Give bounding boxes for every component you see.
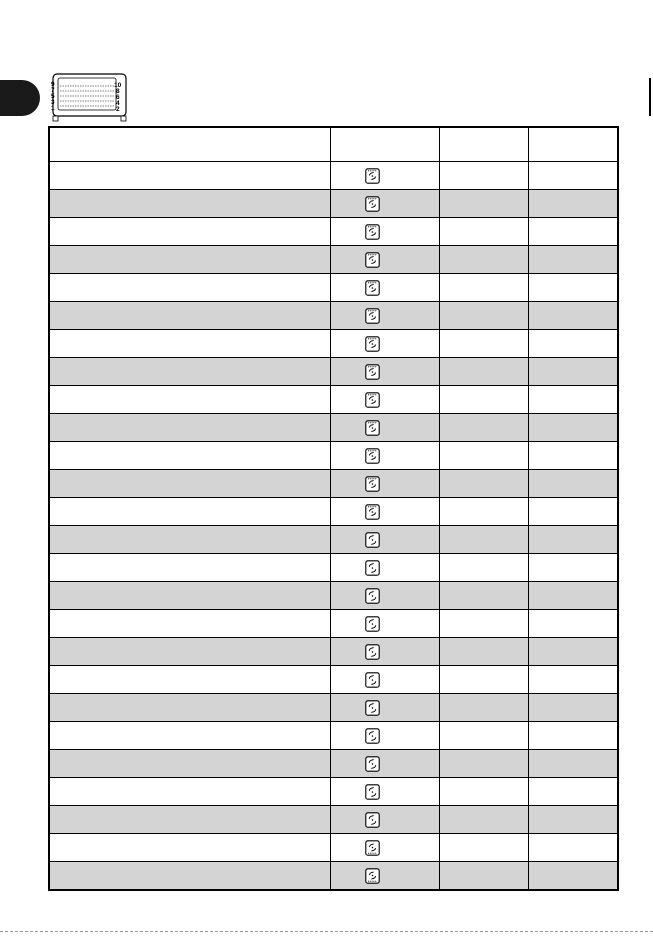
- value-cell-3: [439, 386, 528, 414]
- dish-cell: [49, 218, 330, 246]
- fan-top-heat-icon: [365, 504, 380, 520]
- dish-cell: [49, 330, 330, 358]
- value-cell-4: [528, 190, 618, 218]
- dish-cell: [49, 694, 330, 722]
- header-cell-4: [528, 127, 618, 162]
- fan-top-heat-icon: [365, 308, 380, 324]
- mode-cell: [330, 722, 439, 750]
- dish-cell: [49, 358, 330, 386]
- table-row: [49, 862, 618, 891]
- table-row: [49, 358, 618, 386]
- value-cell-3: [439, 722, 528, 750]
- fan-top-heat-icon: [365, 252, 380, 268]
- table-row: [49, 666, 618, 694]
- fan-top-heat-icon: [365, 336, 380, 352]
- fan-only-icon: [365, 672, 380, 688]
- fan-top-heat-icon: [365, 420, 380, 436]
- value-cell-3: [439, 274, 528, 302]
- dish-cell: [49, 638, 330, 666]
- oven-foot-left: [53, 116, 58, 121]
- mode-cell: [330, 190, 439, 218]
- dish-cell: [49, 554, 330, 582]
- fan-only-icon: [365, 728, 380, 744]
- header-cell-mode: [330, 127, 439, 162]
- table-row: [49, 274, 618, 302]
- value-cell-3: [439, 526, 528, 554]
- mode-cell: [330, 274, 439, 302]
- dish-cell: [49, 582, 330, 610]
- dish-cell: [49, 190, 330, 218]
- value-cell-4: [528, 442, 618, 470]
- value-cell-4: [528, 162, 618, 190]
- page-bottom-rule: [0, 931, 653, 932]
- fan-top-heat-icon: [365, 224, 380, 240]
- fan-only-icon: [365, 812, 380, 828]
- mode-cell: [330, 162, 439, 190]
- shelf-level-right: 4: [116, 100, 120, 107]
- mode-cell: [330, 806, 439, 834]
- table-row: [49, 638, 618, 666]
- dish-cell: [49, 302, 330, 330]
- value-cell-4: [528, 834, 618, 862]
- section-tab-marker: [0, 80, 40, 116]
- dish-cell: [49, 666, 330, 694]
- value-cell-4: [528, 694, 618, 722]
- value-cell-3: [439, 554, 528, 582]
- value-cell-4: [528, 330, 618, 358]
- dish-cell: [49, 274, 330, 302]
- mode-cell: [330, 358, 439, 386]
- value-cell-3: [439, 638, 528, 666]
- value-cell-3: [439, 750, 528, 778]
- mode-cell: [330, 246, 439, 274]
- table-row: [49, 330, 618, 358]
- page-edge-mark: [649, 78, 651, 116]
- table-row: [49, 750, 618, 778]
- mode-cell: [330, 386, 439, 414]
- oven-inner: [58, 78, 116, 110]
- table-row: [49, 694, 618, 722]
- table-row: [49, 414, 618, 442]
- mode-cell: [330, 498, 439, 526]
- table-row: [49, 834, 618, 862]
- value-cell-4: [528, 218, 618, 246]
- fan-only-icon: [365, 560, 380, 576]
- dish-cell: [49, 806, 330, 834]
- oven-shelf-diagram: [50, 73, 130, 123]
- table-row: [49, 470, 618, 498]
- table-row: [49, 554, 618, 582]
- value-cell-4: [528, 498, 618, 526]
- mode-cell: [330, 554, 439, 582]
- mode-cell: [330, 638, 439, 666]
- value-cell-3: [439, 358, 528, 386]
- dish-cell: [49, 610, 330, 638]
- cooking-table: [48, 126, 619, 891]
- fan-top-heat-icon: [365, 392, 380, 408]
- value-cell-3: [439, 694, 528, 722]
- table-row: [49, 610, 618, 638]
- value-cell-4: [528, 806, 618, 834]
- shelf-level-right: 8: [116, 88, 120, 95]
- value-cell-4: [528, 722, 618, 750]
- table-row: [49, 386, 618, 414]
- value-cell-4: [528, 778, 618, 806]
- mode-cell: [330, 778, 439, 806]
- table-row: [49, 190, 618, 218]
- fan-top-heat-icon: [365, 196, 380, 212]
- dish-cell: [49, 414, 330, 442]
- value-cell-4: [528, 302, 618, 330]
- value-cell-4: [528, 470, 618, 498]
- header-cell-dish: [49, 127, 330, 162]
- fan-bottom-heat-icon: [365, 840, 380, 856]
- value-cell-3: [439, 330, 528, 358]
- dish-cell: [49, 162, 330, 190]
- value-cell-3: [439, 162, 528, 190]
- dish-cell: [49, 750, 330, 778]
- value-cell-3: [439, 834, 528, 862]
- mode-cell: [330, 694, 439, 722]
- shelf-level-left: 5: [51, 93, 55, 100]
- value-cell-3: [439, 442, 528, 470]
- table-row: [49, 246, 618, 274]
- mode-cell: [330, 582, 439, 610]
- value-cell-4: [528, 666, 618, 694]
- table-row: [49, 806, 618, 834]
- mode-cell: [330, 302, 439, 330]
- value-cell-3: [439, 218, 528, 246]
- value-cell-3: [439, 806, 528, 834]
- value-cell-4: [528, 386, 618, 414]
- mode-cell: [330, 218, 439, 246]
- value-cell-4: [528, 610, 618, 638]
- fan-only-icon: [365, 700, 380, 716]
- shelf-level-right: 6: [116, 94, 120, 101]
- table-row: [49, 722, 618, 750]
- fan-only-icon: [365, 532, 380, 548]
- value-cell-4: [528, 862, 618, 891]
- fan-top-heat-icon: [365, 364, 380, 380]
- dish-cell: [49, 442, 330, 470]
- fan-top-heat-icon: [365, 476, 380, 492]
- value-cell-4: [528, 582, 618, 610]
- value-cell-4: [528, 246, 618, 274]
- fan-only-icon: [365, 616, 380, 632]
- value-cell-4: [528, 274, 618, 302]
- value-cell-4: [528, 526, 618, 554]
- value-cell-3: [439, 498, 528, 526]
- shelf-level-right: 10: [114, 82, 122, 89]
- dish-cell: [49, 386, 330, 414]
- value-cell-4: [528, 554, 618, 582]
- table-row: [49, 526, 618, 554]
- oven-foot-right: [121, 116, 126, 121]
- value-cell-4: [528, 750, 618, 778]
- mode-cell: [330, 750, 439, 778]
- value-cell-3: [439, 666, 528, 694]
- mode-cell: [330, 862, 439, 891]
- mode-cell: [330, 330, 439, 358]
- table-row: [49, 442, 618, 470]
- value-cell-3: [439, 778, 528, 806]
- fan-only-icon: [365, 588, 380, 604]
- fan-only-icon: [365, 644, 380, 660]
- shelf-level-left: 9: [51, 81, 55, 88]
- table-row: [49, 218, 618, 246]
- shelf-level-left: 1: [51, 105, 55, 112]
- value-cell-3: [439, 862, 528, 891]
- fan-top-heat-icon: [365, 280, 380, 296]
- mode-cell: [330, 526, 439, 554]
- dish-cell: [49, 526, 330, 554]
- value-cell-3: [439, 582, 528, 610]
- dish-cell: [49, 722, 330, 750]
- fan-only-icon: [365, 756, 380, 772]
- value-cell-4: [528, 414, 618, 442]
- shelf-level-left: 7: [51, 87, 55, 94]
- shelf-level-right: 2: [116, 106, 120, 113]
- value-cell-3: [439, 470, 528, 498]
- mode-cell: [330, 666, 439, 694]
- value-cell-3: [439, 190, 528, 218]
- value-cell-3: [439, 246, 528, 274]
- fan-top-heat-icon: [365, 168, 380, 184]
- table-row: [49, 778, 618, 806]
- mode-cell: [330, 470, 439, 498]
- dish-cell: [49, 834, 330, 862]
- fan-bottom-heat-icon: [365, 868, 380, 884]
- table-row: [49, 162, 618, 190]
- fan-top-heat-icon: [365, 448, 380, 464]
- table-row: [49, 498, 618, 526]
- value-cell-4: [528, 358, 618, 386]
- dish-cell: [49, 778, 330, 806]
- table-header-row: [49, 127, 618, 162]
- dish-cell: [49, 246, 330, 274]
- fan-only-icon: [365, 784, 380, 800]
- mode-cell: [330, 414, 439, 442]
- header-cell-3: [439, 127, 528, 162]
- table-row: [49, 302, 618, 330]
- value-cell-3: [439, 610, 528, 638]
- mode-cell: [330, 610, 439, 638]
- mode-cell: [330, 442, 439, 470]
- value-cell-3: [439, 302, 528, 330]
- dish-cell: [49, 470, 330, 498]
- shelf-level-left: 3: [51, 99, 55, 106]
- dish-cell: [49, 862, 330, 891]
- mode-cell: [330, 834, 439, 862]
- table-row: [49, 582, 618, 610]
- value-cell-4: [528, 638, 618, 666]
- value-cell-3: [439, 414, 528, 442]
- dish-cell: [49, 498, 330, 526]
